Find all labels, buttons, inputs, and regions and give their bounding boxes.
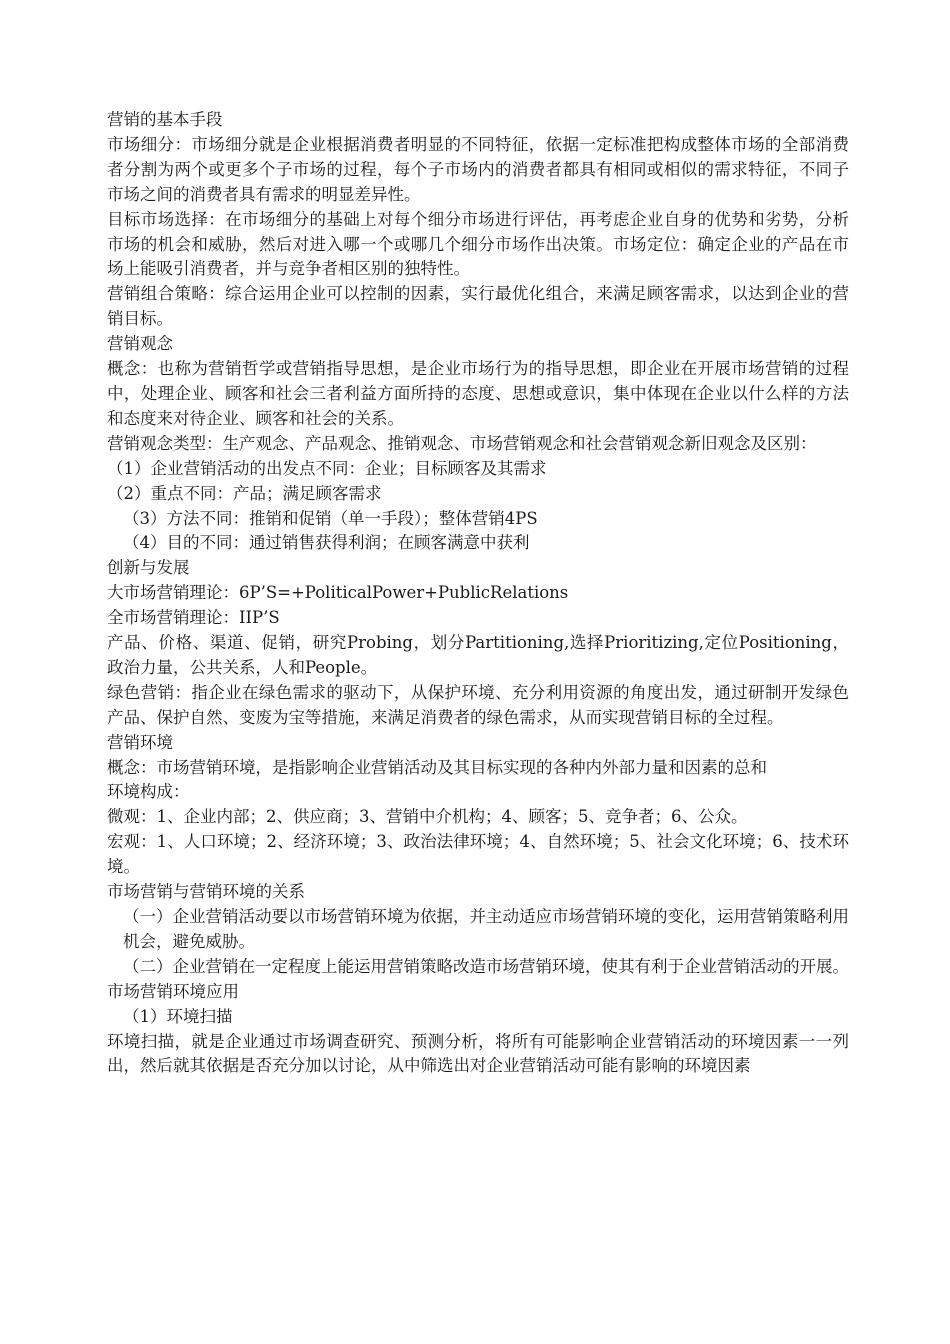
subheading-environment-scan: （1）环境扫描 (123, 1006, 233, 1026)
list-item-difference-3: （3）方法不同：推销和促销（单一手段）；整体营销4PS (123, 508, 538, 528)
paragraph-environment-scan: 环境扫描，就是企业通过市场调查研究、预测分析，将所有可能影响企业营销活动的环境因素一一列出，然后就其依据是否充分加以讨论，从中筛选出对企业营销活动可能有影响的环境因素 (107, 1031, 849, 1076)
paragraph-marketing-mix: 营销组合策略：综合运用企业可以控制的因素，实行最优化组合，来满足顾客需求，以达到企业的营销目标。 (107, 284, 849, 329)
paragraph-environment-concept: 概念：市场营销环境，是指影响企业营销活动及其目标实现的各种内外部力量和因素的总和 (107, 757, 767, 777)
heading-marketing-environment: 营销环境 (107, 732, 173, 752)
list-item-difference-2: （2）重点不同：产品；满足顾客需求 (107, 483, 382, 503)
list-item-difference-1: （1）企业营销活动的出发点不同：企业；目标顾客及其需求 (107, 458, 547, 478)
paragraph-mega-marketing: 大市场营销理论：6P’S=+PoliticalPower+PublicRelations (107, 583, 569, 603)
paragraph-micro-environment: 微观：1、企业内部；2、供应商；3、营销中介机构；4、顾客；5、竞争者；6、公众。 (107, 807, 748, 827)
heading-innovation: 创新与发展 (107, 558, 190, 578)
heading-relationship: 市场营销与营销环境的关系 (107, 882, 305, 902)
paragraph-elements-list: 产品、价格、渠道、促销，研究Probing，划分Partitioning,选择Prioritizing,定位Positioning，政治力量，公共关系，人和People。 (107, 633, 849, 677)
paragraph-relationship-2: （二）企业营销在一定程度上能运用营销策略改造市场营销环境，使其有利于企业营销活动的开展。 (123, 956, 849, 976)
paragraph-macro-environment: 宏观：1、人口环境；2、经济环境；3、政治法律环境；4、自然环境；5、社会文化环境；6、技术环境。 (107, 832, 849, 877)
heading-marketing-basic-means: 营销的基本手段 (107, 110, 223, 129)
paragraph-environment-composition: 环境构成： (107, 782, 190, 802)
document-body (107, 108, 849, 1079)
heading-marketing-concept: 营销观念 (107, 334, 173, 354)
paragraph-green-marketing: 绿色营销：指企业在绿色需求的驱动下，从保护环境、充分利用资源的角度出发，通过研制开发绿色产品、保护自然、变废为宝等措施，来满足消费者的绿色需求，从而实现营销目标的全过程。 (107, 682, 849, 727)
list-item-difference-4: （4）目的不同：通过销售获得利润；在顾客满意中获利 (123, 533, 530, 553)
paragraph-target-market: 目标市场选择：在市场细分的基础上对每个细分市场进行评估，再考虑企业自身的优势和劣势，分析市场的机会和威胁，然后对进入哪一个或哪几个细分市场作出决策。市场定位：确定企业的产品在市场上能吸引消费者，并与竞争者相区别的独特性。 (107, 209, 849, 279)
paragraph-concept-definition: 概念：也称为营销哲学或营销指导思想，是企业市场行为的指导思想，即企业在开展市场营销的过程中，处理企业、顾客和社会三者利益方面所持的态度、思想或意识，集中体现在企业以什么样的方法和态度来对待企业、顾客和社会的关系。 (107, 359, 849, 428)
paragraph-market-segmentation: 市场细分：市场细分就是企业根据消费者明显的不同特征，依据一定标准把构成整体市场的全部消费者分割为两个或更多个子市场的过程，每个子市场内的消费者都具有相同或相似的需求特征，不同子市场之间的消费者具有需求的明显差异性。 (107, 134, 849, 204)
heading-environment-application: 市场营销环境应用 (107, 981, 239, 1001)
paragraph-total-marketing: 全市场营销理论：IIP’S (107, 608, 280, 628)
paragraph-relationship-1: （一）企业营销活动要以市场营销环境为依据，并主动适应市场营销环境的变化，运用营销策略利用机会，避免威胁。 (123, 907, 849, 951)
paragraph-concept-types: 营销观念类型：生产观念、产品观念、推销观念、市场营销观念和社会营销观念新旧观念及区别： (107, 433, 817, 453)
